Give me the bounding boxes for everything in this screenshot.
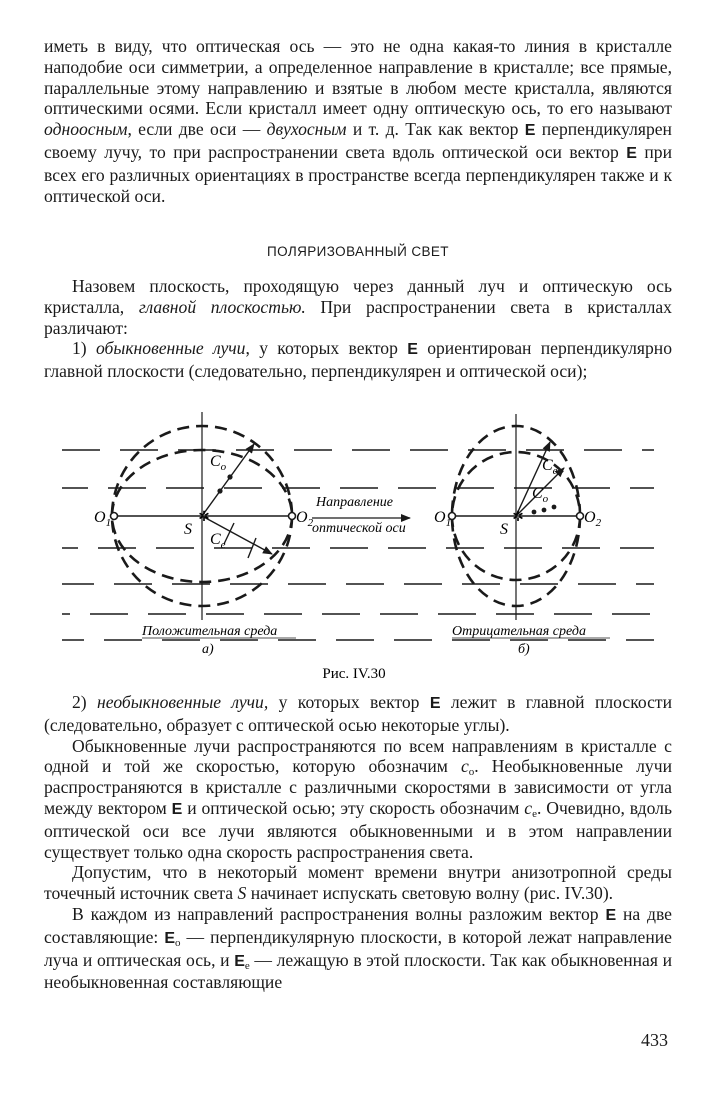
label-o1: $O_1$ xyxy=(94,509,112,529)
point-o1 xyxy=(111,513,118,520)
label-o2: $O_2$ xyxy=(296,509,314,529)
text: ориентирован перпендикулярно главной плоскости (следовательно, перпендикулярен и оптической оси); xyxy=(44,338,672,382)
vector-e: E xyxy=(626,144,637,162)
text: В каждом из направлений распространения волны разложим вектор xyxy=(72,903,606,924)
paragraph-1 xyxy=(44,36,672,206)
term-uniaxial: одноосным xyxy=(44,119,128,140)
vector-e: E xyxy=(429,695,441,712)
text: на две составляющие: xyxy=(44,903,672,947)
paragraph-3 xyxy=(44,338,672,382)
source-star: ✲ xyxy=(512,510,524,525)
vector-e: E xyxy=(605,906,617,924)
text: . Очевидно, вдоль оптической оси все лучи являются обыкновенными и в этом направлении существует только одна скорость распространения света. xyxy=(44,797,672,862)
text: начинает испускать световую волну (рис. IV.30). xyxy=(246,883,614,904)
text: иметь в виду, что оптическая ось — это не одна какая-то линия в кристалле наподобие оси симметрии, а определенное направление в кристалле; все прямые, параллельные этому направлению и взятые в любом месте кристалла, являются оптическими осями. Если кристалл имеет одну оптическую ось, то его называют xyxy=(44,36,672,119)
label-s: S xyxy=(500,521,508,538)
text: перпендикулярен своему лучу, то при распространении света вдоль оптической оси вектор xyxy=(44,119,672,162)
term-main-plane: главной плоскостью. xyxy=(138,296,306,317)
symbol-c: c xyxy=(524,797,533,818)
source-star: ✲ xyxy=(198,510,210,525)
section-heading: ПОЛЯРИЗОВАННЫЙ СВЕТ xyxy=(267,244,449,259)
vector-e: E xyxy=(171,800,183,818)
vector-e: E xyxy=(407,341,418,359)
paragraph-5 xyxy=(44,736,672,863)
paragraph-group-3 xyxy=(44,692,672,993)
figure-iv30 xyxy=(44,408,672,708)
paragraph-7 xyxy=(44,904,672,993)
e-vector-dot xyxy=(552,505,557,510)
label-o1: $O_1$ xyxy=(434,509,452,529)
e-vector-dot xyxy=(532,510,537,515)
e-vector-dot xyxy=(542,508,547,513)
text: 2) xyxy=(72,692,98,712)
text: Назовем плоскость, проходящую через данный луч и оптическую ось кристалла, xyxy=(44,276,672,317)
text: , если две оси — xyxy=(127,119,267,140)
caption-positive: Положительная среда xyxy=(142,624,278,639)
e-vector-dot xyxy=(217,488,222,493)
text: при всех его различных ориентациях в пространстве всегда перпендикулярен также и к оптической оси. xyxy=(44,141,672,206)
axis-label-line2: оптической оси xyxy=(312,521,406,536)
figure-b-negative-medium xyxy=(434,414,610,657)
figure-diagram xyxy=(44,408,672,708)
symbol-c: c xyxy=(460,756,469,777)
figure-a-positive-medium xyxy=(94,412,314,657)
text: Допустим, что в некоторый момент времени внутри анизотропной среды точечный источник света xyxy=(44,862,672,904)
vector-e: E xyxy=(234,952,245,970)
paragraph-group-2 xyxy=(44,276,672,382)
paragraph-2 xyxy=(44,276,672,338)
text: лежит в главной плоскости (следовательно, образует с оптической осью некоторые углы). xyxy=(44,692,672,735)
subfigure-a: а) xyxy=(202,642,214,657)
text: . Необыкновенные лучи распространяются в кристалле с различными скоростями в зависимости от угла между вектором xyxy=(44,756,672,818)
paragraph-optical-axis xyxy=(44,36,672,206)
label-ce: $C_e$ xyxy=(542,457,558,477)
label-ce: $C_e$ xyxy=(210,531,226,551)
symbol-s: S xyxy=(237,883,247,904)
text: и оптической осью; эту скорость обозначим xyxy=(182,797,525,818)
text: При распространении света в кристаллах различают: xyxy=(44,296,672,338)
text: Обыкновенные лучи распространяются по всем направлениям в кристалле с одной и той же скоростью, которую обозначим xyxy=(44,735,672,777)
page-number: 433 xyxy=(641,1030,668,1050)
text: — перпендикулярную плоскости, в которой лежат направление луча и оптическая ось, и xyxy=(44,926,672,970)
text: и т. д. Так как вектор xyxy=(346,119,525,140)
axis-label-line1: Направление xyxy=(316,495,394,510)
label-co: $C_o$ xyxy=(532,485,549,505)
label-s: S xyxy=(184,521,192,538)
caption-negative: Отрицательная среда xyxy=(452,624,586,639)
subscript: o xyxy=(175,936,181,949)
paragraph-4 xyxy=(44,692,672,736)
text: — лежащую в этой плоскости. Так как обыкновенная и необыкновенная составляющие xyxy=(44,949,672,993)
background-dash-lines xyxy=(62,450,654,640)
vector-e: E xyxy=(524,122,536,140)
figure-caption: Рис. IV.30 xyxy=(322,666,386,682)
text: у которых вектор xyxy=(268,692,430,712)
label-co: $C_o$ xyxy=(210,453,227,473)
axis-direction-label xyxy=(312,495,410,536)
term-ordinary-rays: обыкновенные лучи xyxy=(95,338,246,359)
vector-e: E xyxy=(164,929,176,947)
point-o2 xyxy=(577,513,584,520)
subfigure-b: б) xyxy=(518,642,530,657)
label-o2: $O_2$ xyxy=(584,509,602,529)
paragraph-6 xyxy=(44,862,672,904)
subscript: e xyxy=(244,959,250,972)
term-biaxial: двухосным xyxy=(266,119,347,140)
term-extraordinary-rays: необыкновенные лучи, xyxy=(97,692,269,712)
text: 1) xyxy=(72,338,96,359)
point-o2 xyxy=(289,513,296,520)
subscript: o xyxy=(468,766,475,779)
text: , у которых вектор xyxy=(245,338,408,359)
e-vector-dot xyxy=(227,474,232,479)
subscript: e xyxy=(532,807,537,820)
